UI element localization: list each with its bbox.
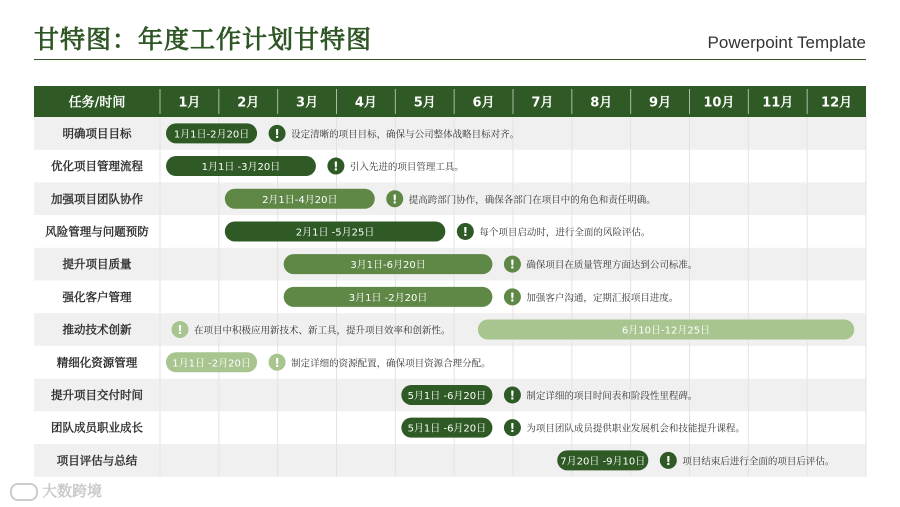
- task-name: 优化项目管理流程: [51, 159, 143, 174]
- task-name: 团队成员职业成长: [51, 420, 143, 435]
- task-name: 强化客户管理: [62, 289, 132, 304]
- task-name: 推动技术创新: [62, 322, 132, 337]
- task-bar-label: 1月1日 -3月20日: [201, 162, 281, 174]
- task-bar-label: 2月1日 -5月25日: [295, 227, 375, 239]
- task-name: 风险管理与问题预防: [45, 224, 149, 239]
- task-note: 为项目团队成员提供职业发展机会和技能提升课程。: [526, 423, 745, 435]
- header-row: [34, 86, 866, 117]
- task-name: 提升项目交付时间: [51, 387, 143, 402]
- task-bar-label: 6月10日-12月25日: [621, 325, 711, 337]
- task-bar-label: 1月1日-2月20日: [173, 129, 250, 141]
- month-header: 10月: [703, 95, 735, 111]
- watermark: [10, 480, 102, 501]
- exclamation-icon-glyph: !: [391, 192, 398, 207]
- task-note: 设定清晰的项目目标，确保与公司整体战略目标对齐。: [291, 129, 520, 141]
- exclamation-icon-glyph: !: [333, 159, 339, 174]
- month-header: 6月: [472, 95, 495, 111]
- task-bar-label: 3月1日-6月20日: [350, 260, 426, 272]
- exclamation-icon-glyph: !: [509, 257, 516, 272]
- exclamation-icon-glyph: !: [274, 126, 280, 141]
- task-bar-label: 5月1日 -6月20日: [407, 423, 487, 435]
- task-note: 引入先进的项目管理工具。: [349, 162, 464, 174]
- task-note: 在项目中积极应用新技术、新工具，提升项目效率和创新性。: [194, 325, 451, 337]
- task-name: 加强项目团队协作: [51, 191, 143, 206]
- exclamation-icon-glyph: !: [177, 323, 183, 338]
- month-header: 9月: [649, 95, 672, 111]
- watermark-logo-icon: [10, 483, 38, 501]
- task-note: 制定详细的项目时间表和阶段性里程碑。: [526, 390, 698, 402]
- month-header: 11月: [762, 95, 794, 111]
- month-header: 5月: [413, 95, 436, 111]
- task-note: 提高跨部门协作，确保各部门在项目中的角色和责任明确。: [408, 194, 656, 206]
- task-name: 项目评估与总结: [56, 453, 138, 468]
- task-note: 加强客户沟通，定期汇报项目进度。: [526, 292, 679, 304]
- task-bar-label: 2月1日-4月20日: [262, 194, 338, 206]
- task-name: 提升项目质量: [62, 257, 132, 272]
- task-name: 明确项目目标: [62, 126, 132, 141]
- task-bar-label: 1月1日 -2月20日: [172, 358, 251, 370]
- watermark-text: 大数跨境: [42, 482, 103, 500]
- exclamation-icon-glyph: !: [274, 355, 280, 370]
- month-header: 12月: [821, 95, 853, 111]
- task-note: 每个项目启动时，进行全面的风险评估。: [479, 227, 651, 239]
- page-title: 甘特图：年度工作计划甘特图: [34, 25, 373, 54]
- task-bar-label: 5月1日 -6月20日: [407, 390, 487, 402]
- month-header: 1月: [178, 95, 201, 111]
- month-header: 8月: [590, 95, 613, 111]
- month-header: 3月: [296, 95, 319, 111]
- exclamation-icon-glyph: !: [509, 421, 516, 436]
- task-note: 制定详细的资源配置，确保项目资源合理分配。: [291, 358, 491, 370]
- exclamation-icon-glyph: !: [665, 453, 672, 468]
- task-bar-label: 7月20日 -9月10日: [560, 456, 646, 468]
- month-header: 4月: [354, 95, 377, 111]
- page-subtitle: Powerpoint Template: [707, 33, 866, 52]
- task-note: 确保项目在质量管理方面达到公司标准。: [526, 260, 698, 272]
- task-note: 项目结束后进行全面的项目后评估。: [682, 456, 835, 468]
- exclamation-icon-glyph: !: [509, 388, 516, 403]
- exclamation-icon-glyph: !: [509, 290, 516, 305]
- task-name: 精细化资源管理: [56, 355, 138, 370]
- exclamation-icon-glyph: !: [462, 224, 469, 239]
- task-bar-label: 3月1日 -2月20日: [348, 292, 428, 304]
- month-header: 7月: [531, 95, 554, 111]
- corner-label: 任务/时间: [68, 95, 126, 111]
- month-header: 2月: [237, 95, 260, 111]
